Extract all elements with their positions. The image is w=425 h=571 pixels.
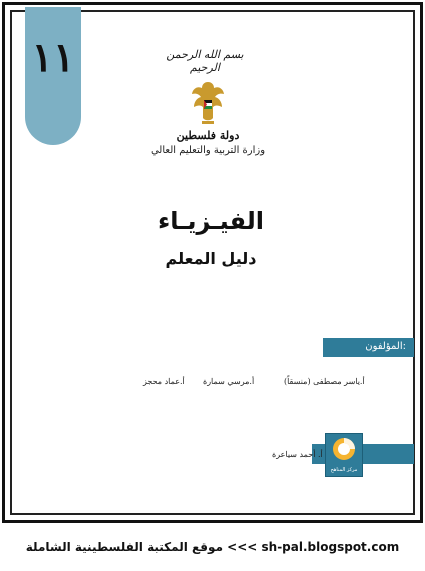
footer-site-link[interactable]: موقع المكتبة الفلسطينية الشاملة <<< sh-pal.blogspot.com <box>25 540 400 554</box>
basmala: بسم الله الرحمن الرحيم <box>166 48 244 74</box>
authors-label: المؤلفون: <box>365 341 406 352</box>
logo-caption: مركز المناهج <box>330 467 358 473</box>
logo-ring-icon <box>326 434 362 464</box>
author-name: أ.ياسر مصطفى (منسقاً) <box>284 377 365 386</box>
grade-number: ١١ <box>31 34 75 81</box>
book-title: الفيـزيـاء <box>158 207 264 235</box>
ministry-name: وزارة التربية والتعليم العالي <box>150 145 266 156</box>
book-subtitle: دليل المعلم <box>165 249 257 268</box>
state-name: دولة فلسطين <box>176 129 240 142</box>
author-name: أ.مرسي سمارة <box>203 377 255 386</box>
editor-name: أ. أحمد سياعرة <box>272 450 323 459</box>
palestine-eagle-emblem-icon <box>190 78 226 126</box>
author-name: أ.عماد محجز <box>143 377 185 386</box>
